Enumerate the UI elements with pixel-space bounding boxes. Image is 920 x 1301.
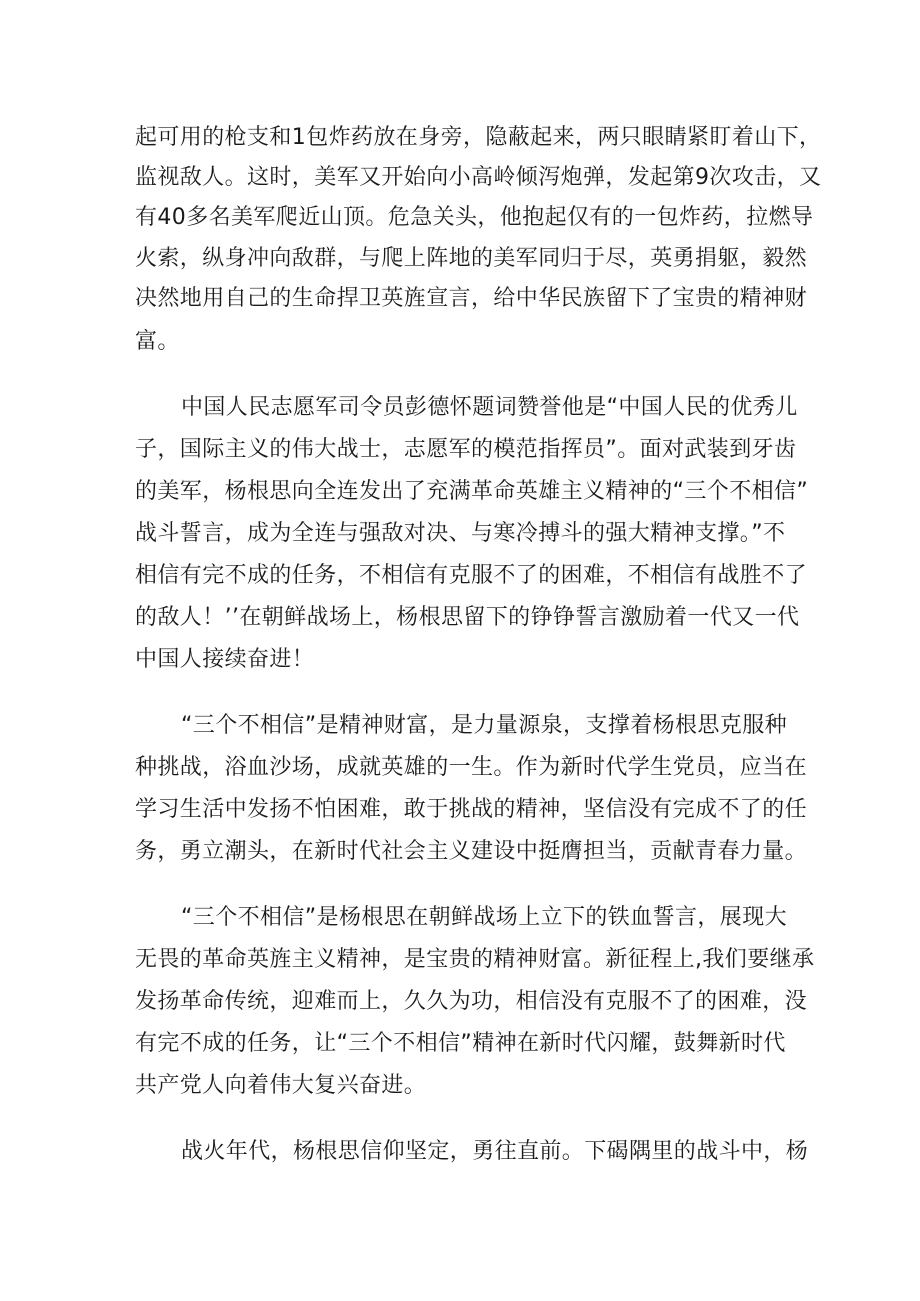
text-line: 务，勇立潮头，在新时代社会主义建设中挺膺担当，贡献青春力量。 <box>135 839 808 864</box>
text-line: 的敌人！’’在朝鲜战场上，杨根思留下的铮铮誓言激励着一代又一代 <box>135 605 800 630</box>
text-line: 起可用的枪支和1包炸药放在身旁，隐蔽起来，两只眼睛紧盯着山下， <box>135 125 822 150</box>
text-line: 有完不成的任务，让“三个不相信”精神在新时代闪耀，鼓舞新时代 <box>135 1031 786 1056</box>
text-line: 相信有完不成的任务，不相信有克服不了的困难，不相信有战胜不了 <box>135 563 808 588</box>
text-line: 子，国际主义的伟大战士，志愿军的模范指挥员”。面对武装到牙齿 <box>135 437 797 462</box>
text-line: 无畏的革命英旌主义精神，是宝贵的精神财富。新征程上,我们要继承 <box>135 947 815 972</box>
text-line: 学习生活中发扬不怕困难，敢于挑战的精神，坚信没有完成不了的任 <box>135 797 808 822</box>
text-line: 中国人接续奋进！ <box>135 647 315 672</box>
text-line: 监视敌人。这时，美军又开始向小高岭倾泻炮弹，发起第9次攻击，又 <box>135 165 822 190</box>
text-line: 中国人民志愿军司令员彭德怀题词赞誉他是“中国人民的优秀儿 <box>181 395 798 420</box>
text-line: 的美军，杨根思向全连发出了充满革命英雄主义精神的“三个不相信” <box>135 479 809 504</box>
text-line: 发扬革命传统，迎难而上，久久为功，相信没有克服不了的困难，没 <box>135 989 808 1014</box>
text-line: 富。 <box>135 329 180 354</box>
text-line: 决然地用自己的生命捍卫英旌宣言，给中华民族留下了宝贵的精神财 <box>135 286 808 311</box>
text-line: “三个不相信”是精神财富，是力量源泉，支撑着杨根思克服种 <box>181 713 787 738</box>
text-line: 火索，纵身冲向敌群，与爬上阵地的美军同归于尽，英勇捐躯，毅然 <box>135 246 808 271</box>
text-line: 种挑战，浴血沙场，成就英雄的一生。作为新时代学生党员，应当在 <box>135 755 808 780</box>
text-line: 共产党人向着伟大复兴奋进。 <box>135 1073 427 1098</box>
text-line: 有40多名美军爬近山顶。危急关头，他抱起仅有的一包炸药，拉燃导 <box>135 205 814 230</box>
text-line: 战火年代，杨根思信仰坚定，勇往直前。下碣隅里的战斗中，杨 <box>181 1139 809 1164</box>
text-line: “三个不相信”是杨根思在朝鲜战场上立下的铁血誓言，展现大 <box>181 905 787 930</box>
text-line: 战斗誓言，成为全连与强敌对决、与寒冷搏斗的强大精神支撑。”不 <box>135 521 786 546</box>
